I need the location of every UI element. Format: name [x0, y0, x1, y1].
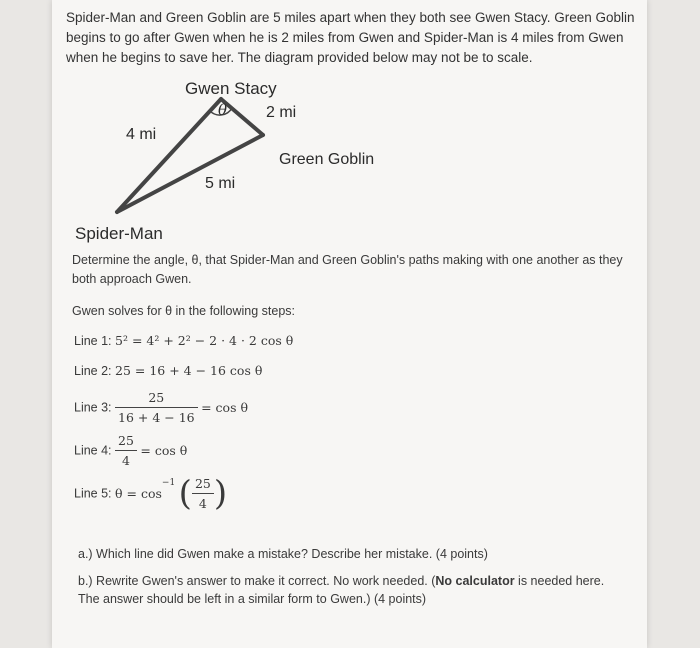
line1-label: Line 1:: [74, 334, 112, 348]
line5-inverse-superscript: −1: [161, 477, 176, 488]
side-spiderman-goblin: [117, 135, 263, 212]
line1-equation: 5² = 4² + 2² − 2 · 4 · 2 cos θ: [115, 333, 294, 348]
part-b-bold-text: No calculator: [435, 574, 515, 588]
side-gwen-goblin: [221, 99, 263, 135]
step-line-5: [74, 473, 228, 514]
line3-rhs: = cos θ: [201, 400, 248, 415]
line5-label: Line 5:: [74, 486, 112, 501]
theta-label: θ: [218, 101, 228, 119]
distance-4mi-label: 4 mi: [126, 126, 157, 143]
part-b-text-start: b.) Rewrite Gwen's answer to make it correct. No work needed. (: [78, 574, 436, 588]
part-a-question: a.) Which line did Gwen make a mistake? Describe her mistake. (4 points): [78, 547, 488, 561]
part-b-text-end: is needed here. The answer should be left in a similar form to Gwen.) (4 points): [78, 574, 605, 606]
line5-right-paren: ): [213, 473, 228, 514]
line5-fraction: [192, 476, 214, 511]
line4-denominator: 4: [121, 453, 130, 468]
steps-intro: Gwen solves for θ in the following steps:: [72, 304, 296, 318]
line5-numerator: 25: [192, 476, 214, 494]
line4-label: Line 4:: [74, 443, 112, 458]
line3-fraction: [115, 390, 198, 425]
line4-fraction: [115, 433, 137, 468]
line3-label: Line 3:: [74, 400, 112, 415]
step-line-2: [74, 363, 262, 378]
line5-left-paren: (: [178, 473, 192, 514]
line5-lhs: θ = cos: [115, 486, 162, 501]
spider-man-label: Spider-Man: [75, 224, 163, 243]
step-line-3: [74, 390, 248, 425]
line4-rhs: = cos θ: [140, 443, 188, 458]
side-spiderman-gwen: [117, 99, 221, 212]
line5-denominator: 4: [198, 496, 207, 511]
line3-denominator: 16 + 4 − 16: [118, 410, 195, 425]
line2-equation: 25 = 16 + 4 − 16 cos θ: [115, 363, 263, 378]
line2-label: Line 2:: [74, 364, 112, 378]
step-line-4: [74, 433, 187, 468]
line4-numerator: 25: [115, 433, 137, 451]
part-b-question: [78, 572, 623, 608]
gwen-stacy-label: Gwen Stacy: [185, 79, 277, 98]
green-goblin-label: Green Goblin: [279, 151, 375, 168]
problem-intro: Spider-Man and Green Goblin are 5 miles apart when they both see Gwen Stacy. Green Goblin begins to go after Gwen when he is 2 miles from Gwen and Spider-Man is 4 miles from Gwen when he begins to save her. The diagram provided below may not be to scale.: [66, 10, 635, 65]
step-line-1: [74, 333, 293, 348]
distance-5mi-label: 5 mi: [205, 175, 236, 192]
question-prompt: Determine the angle, θ, that Spider-Man and Green Goblin's paths making with one another as they both approach Gwen.: [72, 253, 623, 286]
distance-2mi-label: 2 mi: [266, 104, 297, 121]
line3-numerator: 25: [115, 390, 198, 408]
